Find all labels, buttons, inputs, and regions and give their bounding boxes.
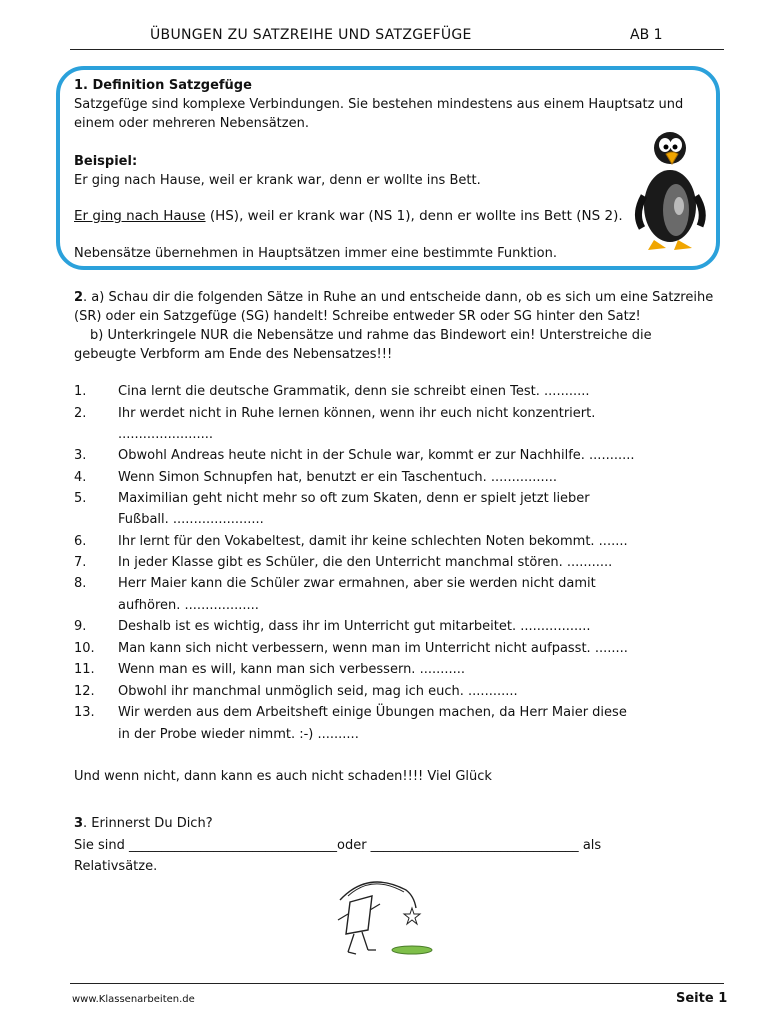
s6-text: Ihr lernt für den Vokabeltest, damit ihr keine schlechten Noten bekommt. ....... [118, 534, 628, 549]
task3-heading [74, 814, 213, 833]
s7-num: 7. [74, 555, 87, 570]
s8-text: Herr Maier kann die Schüler zwar ermahnen, aber sie werden nicht damit [118, 576, 596, 591]
task2-line1-text: . a) Schau dir die folgenden Sätze in Ruhe an und entscheide dann, ob es sich um eine Satzreihe [83, 290, 714, 305]
header-divider [70, 49, 724, 50]
closing-line: Und wenn nicht, dann kann es auch nicht schaden!!!! Viel Glück [74, 769, 492, 784]
footer-divider [70, 983, 724, 984]
s1-num: 1. [74, 384, 87, 399]
s12-num: 12. [74, 684, 95, 699]
task2-instruction-line-4: gebeugte Verbform am Ende des Nebensatzes!!! [74, 347, 393, 362]
analyzed-sentence [74, 207, 623, 226]
s5-text-line2: Fußball. ...................... [118, 512, 264, 527]
s9-text: Deshalb ist es wichtig, dass ihr im Unterricht gut mitarbeitet. ................. [118, 619, 591, 634]
s11-num: 11. [74, 662, 95, 677]
task3-line-2: Relativsätze. [74, 859, 158, 874]
sketch-illustration [328, 868, 440, 964]
s2-text-line2: ....................... [118, 427, 214, 442]
worksheet-title: ÜBUNGEN ZU SATZREIHE UND SATZGEFÜGE [150, 27, 472, 43]
page-number: Seite 1 [676, 991, 728, 1006]
example-label: Beispiel: [74, 154, 138, 169]
s5-text: Maximilian geht nicht mehr so oft zum Skaten, denn er spielt jetzt lieber [118, 491, 590, 506]
s5-num: 5. [74, 491, 87, 506]
analyzed-sentence-rest: (HS), weil er krank war (NS 1), denn er wollte ins Bett (NS 2). [205, 208, 623, 224]
s10-text: Man kann sich nicht verbessern, wenn man im Unterricht nicht aufpasst. ........ [118, 641, 628, 656]
s1-text: Cina lernt die deutsche Grammatik, denn sie schreibt einen Test. ........... [118, 384, 590, 399]
definition-note: Nebensätze übernehmen in Hauptsätzen immer eine bestimmte Funktion. [74, 246, 557, 261]
penguin-illustration [630, 124, 710, 254]
s13-text-line2: in der Probe wieder nimmt. :-) .......... [118, 727, 359, 742]
s6-num: 6. [74, 534, 87, 549]
s13-num: 13. [74, 705, 95, 720]
s2-text: Ihr werdet nicht in Ruhe lernen können, wenn ihr euch nicht konzentriert. [118, 406, 596, 421]
s7-text: In jeder Klasse gibt es Schüler, die den Unterricht manchmal stören. ........... [118, 555, 613, 570]
s8-num: 8. [74, 576, 87, 591]
s11-text: Wenn man es will, kann man sich verbessern. ........... [118, 662, 466, 677]
definition-line-1: Satzgefüge sind komplexe Verbindungen. Sie bestehen mindestens aus einem Hauptsatz und [74, 97, 684, 112]
worksheet-number: AB 1 [630, 27, 663, 43]
s10-num: 10. [74, 641, 95, 656]
s9-num: 9. [74, 619, 87, 634]
s3-text: Obwohl Andreas heute nicht in der Schule war, kommt er zur Nachhilfe. ........... [118, 448, 635, 463]
s4-num: 4. [74, 470, 87, 485]
example-sentence: Er ging nach Hause, weil er krank war, denn er wollte ins Bett. [74, 173, 481, 188]
s12-text: Obwohl ihr manchmal unmöglich seid, mag ich euch. ............ [118, 684, 518, 699]
task3-title: . Erinnerst Du Dich? [83, 816, 213, 831]
task2-instruction-line-3: b) Unterkringele NUR die Nebensätze und rahme das Bindewort ein! Unterstreiche die [90, 328, 652, 343]
s13-text: Wir werden aus dem Arbeitsheft einige Übungen machen, da Herr Maier diese [118, 705, 627, 720]
task2-number: 2 [74, 290, 84, 305]
task2-instruction-line-2: (SR) oder ein Satzgefüge (SG) handelt! Schreibe entweder SR oder SG hinter den Satz! [74, 309, 641, 324]
main-clause-underlined: Er ging nach Hause [74, 208, 206, 224]
definition-heading: 1. Definition Satzgefüge [74, 78, 252, 93]
s4-text: Wenn Simon Schnupfen hat, benutzt er ein Taschentuch. ................ [118, 470, 558, 485]
footer-website: www.Klassenarbeiten.de [72, 994, 195, 1005]
task2-instruction-line-1 [74, 288, 713, 307]
s3-num: 3. [74, 448, 87, 463]
task3-fill-line: Sie sind ________________________________oder ________________________________ als [74, 838, 602, 853]
s8-text-line2: aufhören. .................. [118, 598, 259, 613]
s2-num: 2. [74, 406, 87, 421]
definition-line-2: einem oder mehreren Nebensätzen. [74, 116, 309, 131]
task3-number: 3 [74, 816, 84, 831]
